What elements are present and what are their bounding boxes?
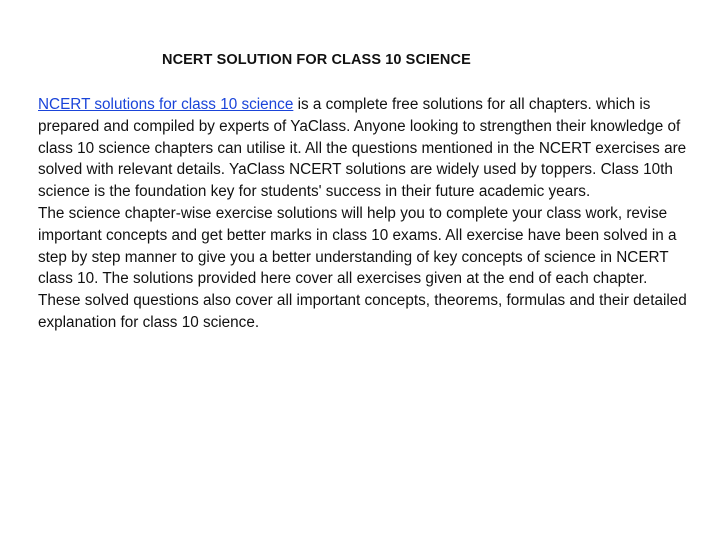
ncert-solutions-link[interactable]: NCERT solutions for class 10 science <box>38 96 294 113</box>
page-title: NCERT SOLUTION FOR CLASS 10 SCIENCE <box>162 52 471 68</box>
paragraph-intro-text: is a complete free solutions for all chapters. which is prepared and compiled by experts of YaClass. Anyone looking to strengthen their knowledge of class 10 science chapters can utilise it. All the questions mentioned in the NCERT exercises are solved with relevant details. YaClass NCERT solutions are widely used by toppers. Class 10th science is the foundation key for students' success in their future academic years. <box>38 96 687 201</box>
body-text <box>38 94 688 334</box>
paragraph-intro <box>38 94 688 203</box>
paragraph-details: The science chapter-wise exercise solutions will help you to complete your class work, revise important concepts and get better marks in class 10 exams. All exercise have been solved in a step by step manner to give you a better understanding of key concepts of science in NCERT class 10. The solutions provided here cover all exercises given at the end of each chapter. These solved questions also cover all important concepts, theorems, formulas and their detailed explanation for class 10 science. <box>38 204 687 331</box>
